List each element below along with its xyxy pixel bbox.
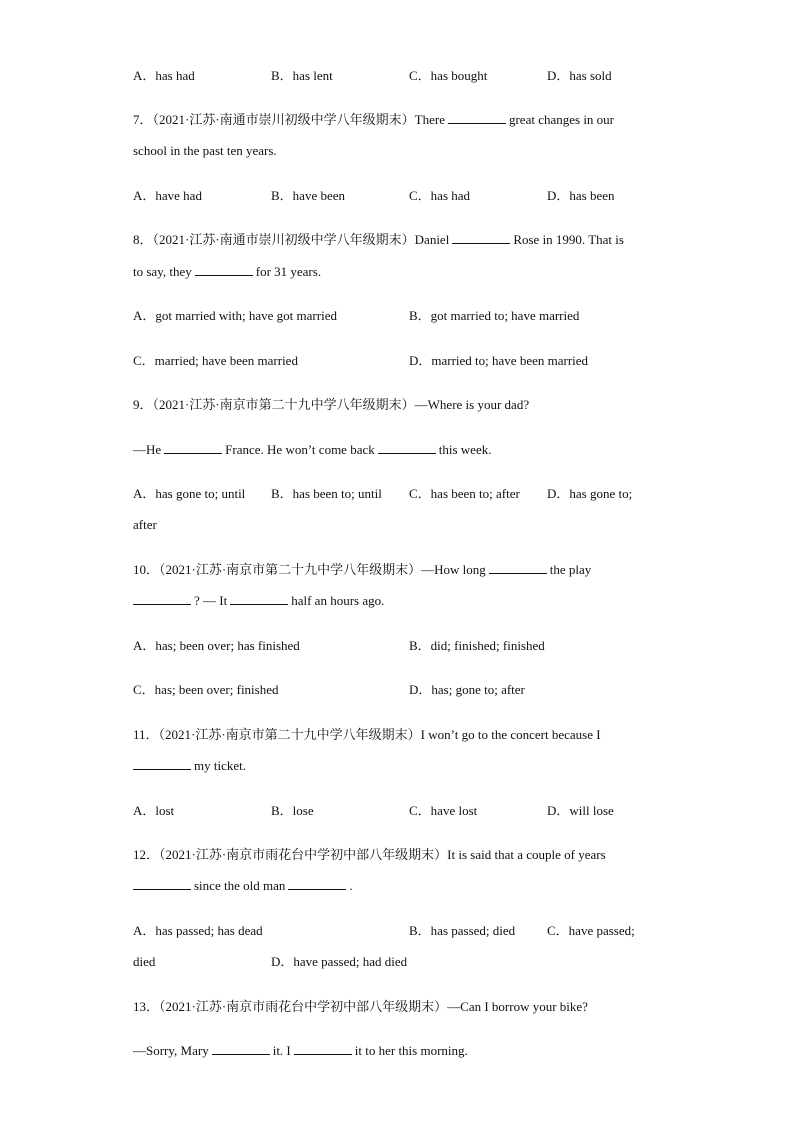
q9-stem-line1: 9．（2021·江苏·南京市第二十九中学八年级期末）—Where is your dad? xyxy=(133,397,530,412)
q9-line2-start: —He xyxy=(133,442,162,457)
q12-blank-2 xyxy=(288,878,346,890)
q8-blank-2 xyxy=(195,264,253,276)
q13-stem-line1: 13．（2021·江苏·南京市雨花台中学初中部八年级期末）—Can I borrow your bike? xyxy=(133,999,588,1014)
q10-blank-1 xyxy=(489,562,547,574)
q10-stem-line1 xyxy=(133,562,591,578)
q8-stem-text-end: Rose in 1990. That is xyxy=(513,232,624,247)
q13-line2-end: it to her this morning. xyxy=(354,1043,468,1058)
q12-option-b[interactable]: B．has passed; died xyxy=(409,923,516,938)
q13-line2-middle: it. I xyxy=(272,1043,291,1058)
q6-option-b[interactable]: B．has lent xyxy=(271,68,333,83)
q8-option-c[interactable]: C．married; have been married xyxy=(133,353,298,368)
q9-option-d-wrap: after xyxy=(133,517,157,532)
q9-option-d[interactable]: D．has gone to; xyxy=(547,486,633,501)
q8-blank-1 xyxy=(452,232,510,244)
q10-line2-middle: ? — It xyxy=(194,593,228,608)
q7-blank xyxy=(448,112,506,124)
q12-line2-middle: since the old man xyxy=(194,878,286,893)
q11-blank xyxy=(133,758,191,770)
q8-stem-line1 xyxy=(133,232,624,248)
q8-stem-line2 xyxy=(133,264,321,280)
q9-option-a[interactable]: A．has gone to; until xyxy=(133,486,246,501)
q8-line2-end: for 31 years. xyxy=(255,264,322,279)
q7-option-b[interactable]: B．have been xyxy=(271,188,346,203)
q12-stem-line2 xyxy=(133,878,353,894)
q10-stem-line2 xyxy=(133,593,384,609)
q6-option-d[interactable]: D．has sold xyxy=(547,68,612,83)
q13-blank-1 xyxy=(212,1043,270,1055)
q10-blank-3 xyxy=(230,593,288,605)
q9-blank-1 xyxy=(164,442,222,454)
q13-line2-start: —Sorry, Mary xyxy=(133,1043,209,1058)
q11-stem-line1: 11．（2021·江苏·南京市第二十九中学八年级期末）I won’t go to the concert because I xyxy=(133,727,601,742)
q13-stem-line2 xyxy=(133,1043,468,1059)
q10-option-c[interactable]: C．has; been over; finished xyxy=(133,682,279,697)
q12-line2-end: . xyxy=(349,878,353,893)
q11-stem-line2 xyxy=(133,758,246,774)
q9-option-b[interactable]: B．has been to; until xyxy=(271,486,382,501)
q11-option-c[interactable]: C．have lost xyxy=(409,803,478,818)
q11-line2-end: my ticket. xyxy=(194,758,246,773)
q12-option-a[interactable]: A．has passed; has dead xyxy=(133,923,263,938)
q7-stem-line2: school in the past ten years. xyxy=(133,143,277,158)
q12-option-d[interactable]: D．have passed; had died xyxy=(271,954,408,969)
q10-line2-end: half an hours ago. xyxy=(291,593,385,608)
q12-option-c[interactable]: C．have passed; xyxy=(547,923,635,938)
q7-option-a[interactable]: A．have had xyxy=(133,188,202,203)
q11-option-a[interactable]: A．lost xyxy=(133,803,175,818)
q9-option-c[interactable]: C．has been to; after xyxy=(409,486,520,501)
q8-option-d[interactable]: D．married to; have been married xyxy=(409,353,589,368)
q7-option-c[interactable]: C．has had xyxy=(409,188,471,203)
q9-line2-middle: France. He won’t come back xyxy=(225,442,375,457)
q10-stem-text-end: the play xyxy=(549,562,592,577)
q8-option-b[interactable]: B．got married to; have married xyxy=(409,308,580,323)
q8-stem-text: 8．（2021·江苏·南通市崇川初级中学八年级期末）Daniel xyxy=(133,232,450,247)
q10-blank-2 xyxy=(133,593,191,605)
q7-stem-text: 7．（2021·江苏·南通市崇川初级中学八年级期末）There xyxy=(133,112,445,127)
q11-option-d[interactable]: D．will lose xyxy=(547,803,614,818)
q9-blank-2 xyxy=(378,442,436,454)
q11-option-b[interactable]: B．lose xyxy=(271,803,314,818)
q9-line2-end: this week. xyxy=(438,442,492,457)
q8-line2-start: to say, they xyxy=(133,264,192,279)
q8-option-a[interactable]: A．got married with; have got married xyxy=(133,308,337,323)
q7-stem-line1 xyxy=(133,112,614,128)
q10-option-a[interactable]: A．has; been over; has finished xyxy=(133,638,300,653)
q12-blank-1 xyxy=(133,878,191,890)
q7-stem-text-end: great changes in our xyxy=(508,112,615,127)
q7-option-d[interactable]: D．has been xyxy=(547,188,615,203)
q6-option-a[interactable]: A．has had xyxy=(133,68,195,83)
q12-stem-line1: 12．（2021·江苏·南京市雨花台中学初中部八年级期末）It is said that a couple of years xyxy=(133,847,606,862)
q9-stem-line2 xyxy=(133,442,491,458)
q13-blank-2 xyxy=(294,1043,352,1055)
q12-option-c-wrap: died xyxy=(133,954,156,969)
q10-option-d[interactable]: D．has; gone to; after xyxy=(409,682,525,697)
q10-stem-text: 10．（2021·江苏·南京市第二十九中学八年级期末）—How long xyxy=(133,562,486,577)
q10-option-b[interactable]: B．did; finished; finished xyxy=(409,638,545,653)
q6-option-c[interactable]: C．has bought xyxy=(409,68,488,83)
